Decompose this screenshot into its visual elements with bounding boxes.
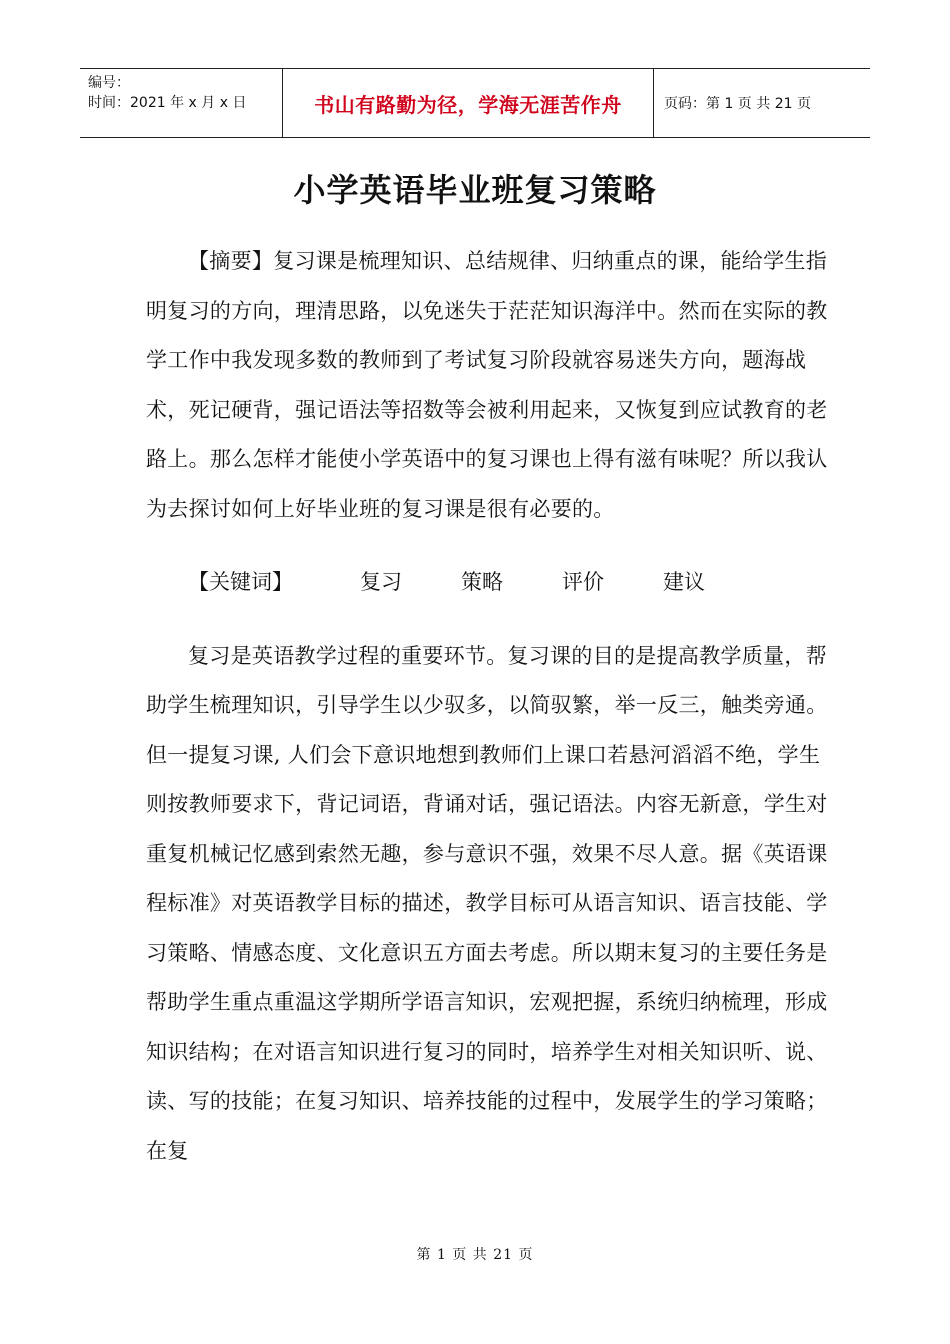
keyword-item: 策略: [461, 570, 503, 594]
document-body: [146, 237, 836, 1176]
abstract-paragraph: 【摘要】复习课是梳理知识、总结规律、归纳重点的课，能给学生指明复习的方向，理清思路，以免迷失于茫茫知识海洋中。然而在实际的教学工作中我发现多数的教师到了考试复习阶段就容易迷失方向，题海战术，死记硬背，强记语法等招数等会被利用起来，又恢复到应试教育的老路上。那么怎样才能使小学英语中的复习课也上得有滋有味呢？所以我认为去探讨如何上好毕业班的复习课是很有必要的。: [146, 249, 828, 521]
page-footer: 第 1 页 共 21 页: [416, 1247, 534, 1263]
keyword-item: 评价: [562, 570, 604, 594]
keywords-row: [146, 558, 836, 608]
number-label: 编号：: [88, 75, 130, 91]
document-header: [80, 68, 870, 138]
page-title: 小学英语毕业班复习策略: [293, 171, 657, 209]
header-page-code: 页码：第 1 页 共 21 页: [664, 96, 811, 112]
header-motto: 书山有路勤为径，学海无涯苦作舟: [282, 69, 654, 137]
header-meta: [80, 69, 282, 137]
time-label: 时间：2021 年 x 月 x 日: [88, 95, 247, 111]
keyword-item: 建议: [663, 570, 705, 594]
keyword-item: 复习: [360, 570, 402, 594]
body-paragraph: 复习是英语教学过程的重要环节。复习课的目的是提高教学质量，帮助学生梳理知识，引导学生以少驭多，以简驭繁，举一反三，触类旁通。但一提复习课, 人们会下意识地想到教师们上课口若悬河滔滔不绝，学生则按教师要求下，背记词语，背诵对话，强记语法。内容无新意，学生对重复机械记忆感到索然无趣，参与意识不强，效果不尽人意。据《英语课程标准》对英语教学目标的描述，教学目标可从语言知识、语言技能、学习策略、情感态度、文化意识五方面去考虑。所以期末复习的主要任务是帮助学生重点重温这学期所学语言知识，宏观把握，系统归纳梳理，形成知识结构；在对语言知识进行复习的同时，培养学生对相关知识听、说、读、写的技能；在复习知识、培养技能的过程中，发展学生的学习策略；在复: [146, 643, 828, 1163]
keywords-label: 【关键词】: [188, 570, 293, 594]
